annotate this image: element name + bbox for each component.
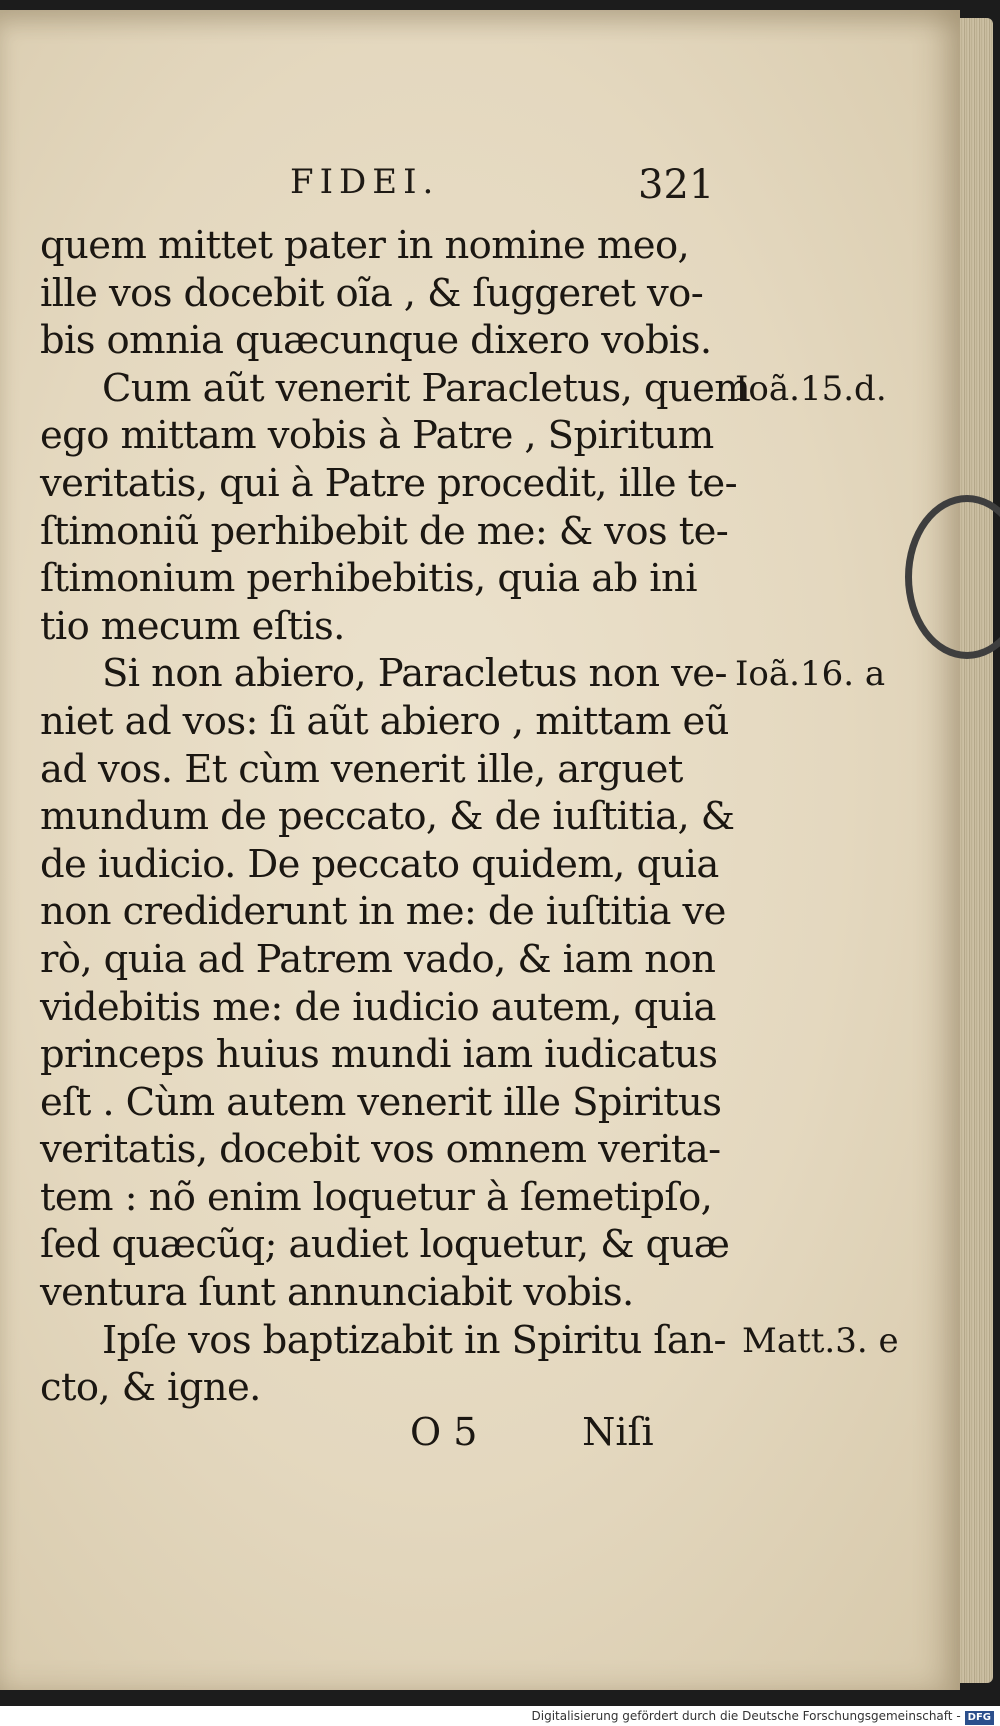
credit-text: Digitalisierung gefördert durch die Deutsche Forschungsgemeinschaft - bbox=[531, 1709, 961, 1723]
text-line: Cum aũt venerit Paracletus, quem bbox=[102, 365, 751, 411]
marginal-note: Matt.3. e bbox=[742, 1320, 899, 1361]
catchword-line bbox=[410, 1410, 710, 1454]
text-block bbox=[40, 222, 751, 1412]
catchword: Niſi bbox=[582, 1410, 654, 1454]
text-line: ad vos. Et cùm venerit ille, arguet bbox=[40, 746, 683, 792]
text-line: de iudicio. De peccato quidem, quia bbox=[40, 841, 719, 887]
signature-mark: O 5 bbox=[410, 1410, 478, 1454]
text-line: Ipſe vos baptizabit in Spiritu ſan- bbox=[102, 1317, 726, 1363]
running-head: FIDEI. bbox=[290, 162, 440, 202]
text-line: veritatis, qui à Patre procedit, ille te- bbox=[40, 460, 738, 506]
text-line: rò, quia ad Patrem vado, & iam non bbox=[40, 936, 716, 982]
text-line: non crediderunt in me: de iuſtitia ve bbox=[40, 889, 726, 935]
text-line: ſtimonium perhibebitis, quia ab ini bbox=[40, 556, 697, 602]
text-line: ille vos docebit oĩa , & ſuggeret vo- bbox=[40, 270, 704, 316]
folio-number: 321 bbox=[638, 162, 715, 208]
text-line: videbitis me: de iudicio autem, quia bbox=[40, 984, 716, 1030]
text-line: cto, & igne. bbox=[40, 1365, 261, 1411]
text-line: tio mecum eſtis. bbox=[40, 603, 345, 649]
page-paper bbox=[0, 10, 960, 1690]
text-line: tem : nõ enim loquetur à ſemetipſo, bbox=[40, 1174, 713, 1220]
digitization-credit bbox=[0, 1706, 1000, 1726]
text-line: ſed quæcũq; audiet loquetur, & quæ bbox=[40, 1222, 730, 1268]
text-line: bis omnia quæcunque dixero vobis. bbox=[40, 318, 712, 364]
text-line: quem mittet pater in nomine meo, bbox=[40, 223, 690, 268]
text-line: princeps huius mundi iam iudicatus bbox=[40, 1032, 718, 1078]
text-line: ego mittam vobis à Patre , Spiritum bbox=[40, 413, 714, 459]
text-line: mundum de peccato, & de iuſtitia, & bbox=[40, 794, 735, 840]
marginal-note: Ioã.16. a bbox=[735, 654, 886, 695]
text-line: veritatis, docebit vos omnem verita- bbox=[40, 1127, 721, 1173]
text-line: niet ad vos: ſi aũt abiero , mittam eũ bbox=[40, 698, 729, 744]
text-line: ventura ſunt annunciabit vobis. bbox=[40, 1270, 634, 1316]
text-line: Si non abiero, Paracletus non ve- bbox=[102, 651, 727, 697]
text-line: eſt . Cùm autem venerit ille Spiritus bbox=[40, 1079, 722, 1125]
text-line: ſtimoniũ perhibebit de me: & vos te- bbox=[40, 508, 729, 554]
dfg-logo: DFG bbox=[965, 1711, 994, 1725]
marginal-note: Ioã.15.d. bbox=[735, 368, 887, 409]
